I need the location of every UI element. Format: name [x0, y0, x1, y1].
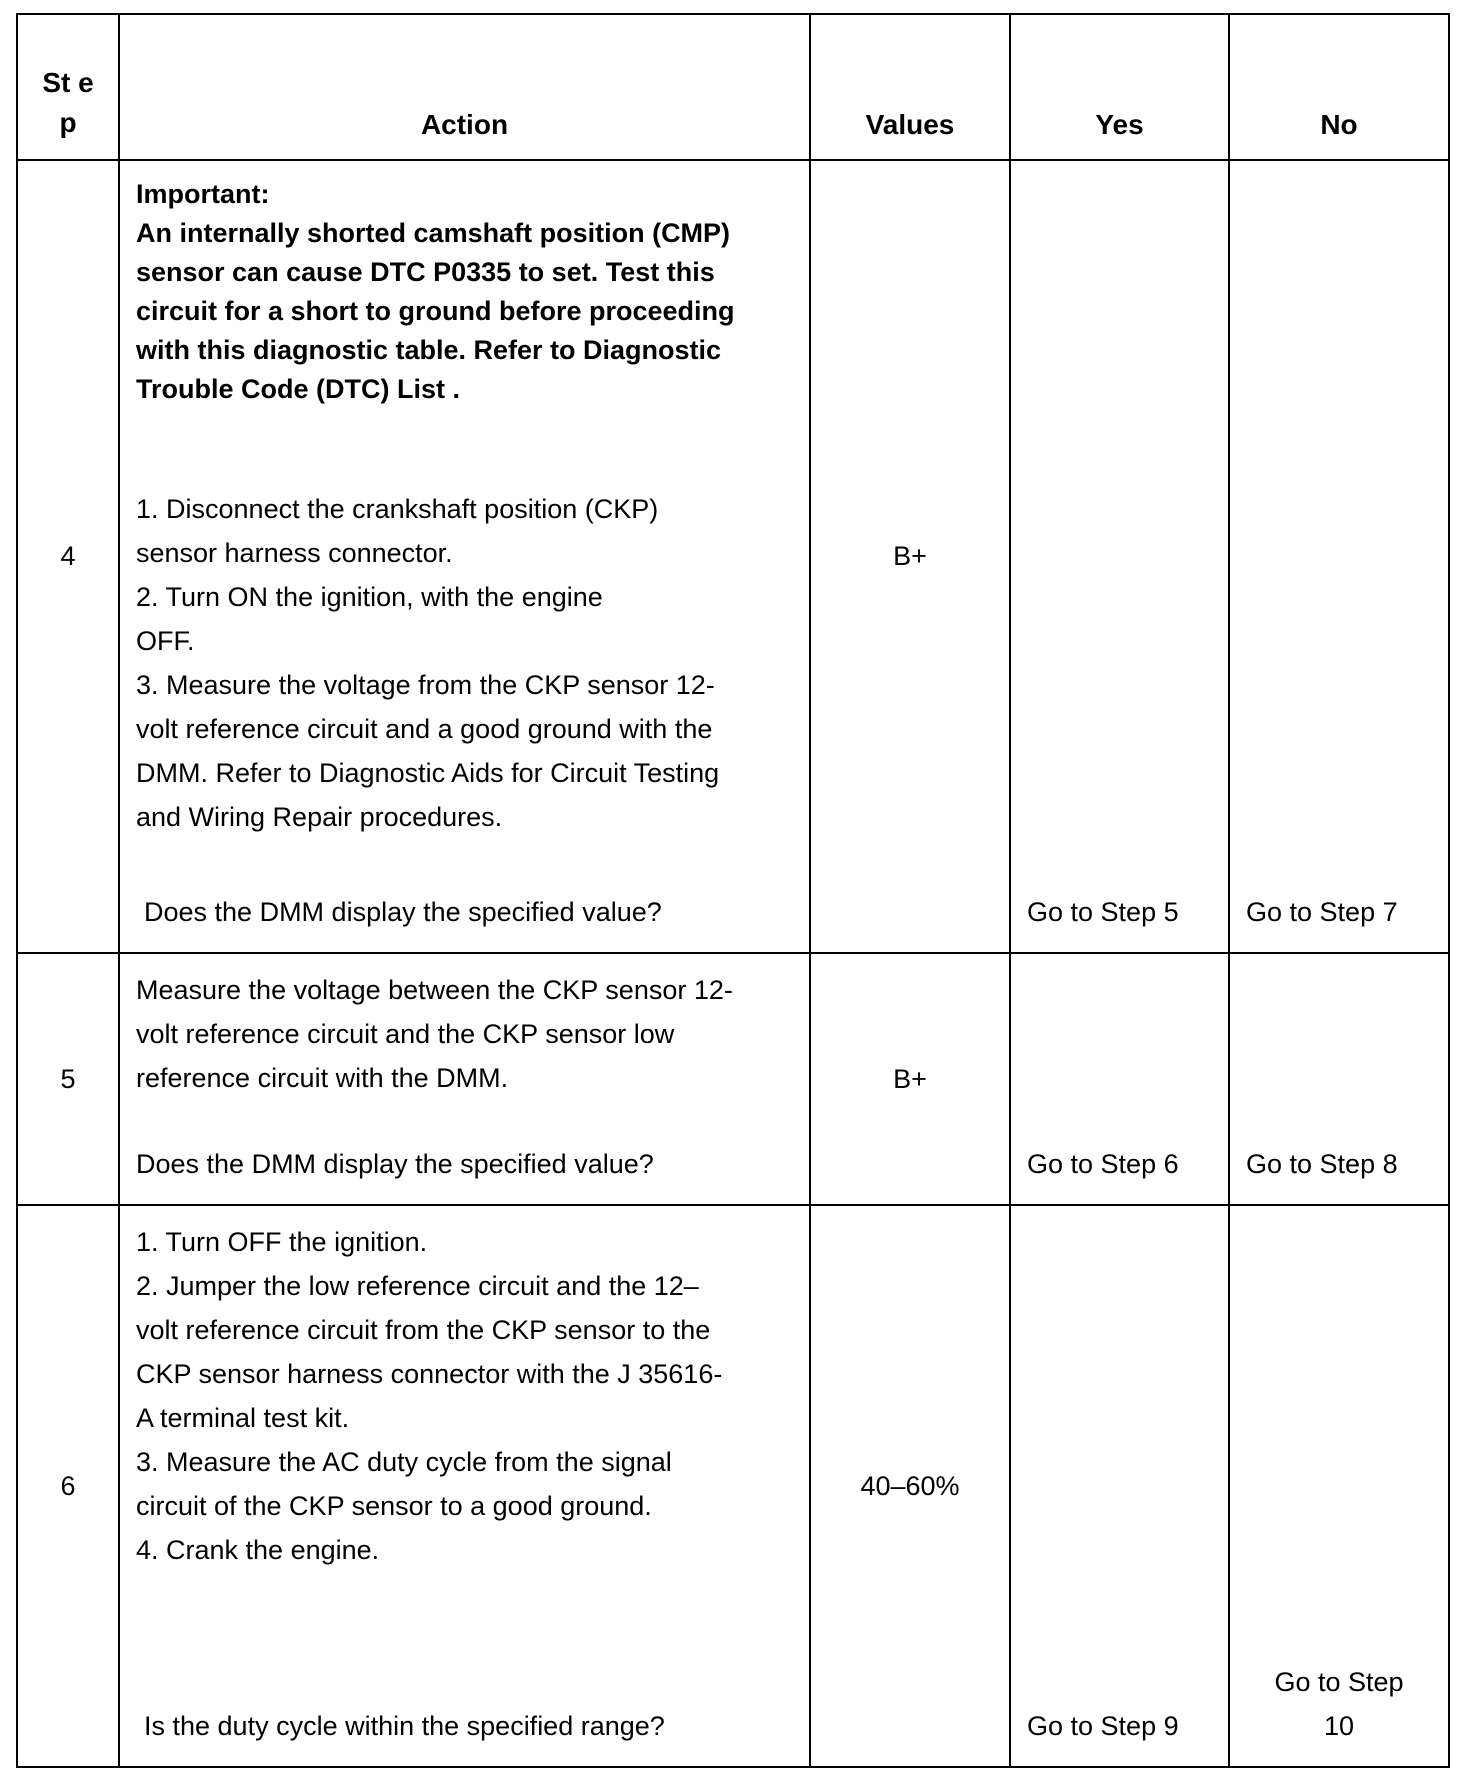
yes-link: Go to Step 5 — [1027, 897, 1179, 927]
question-text: Is the duty cycle within the specified range? — [144, 1711, 665, 1741]
step-number: 6 — [17, 1205, 119, 1767]
question-text: Does the DMM display the specified value? — [136, 1149, 654, 1179]
no-cell — [1229, 1205, 1449, 1767]
important-heading: Important: — [136, 179, 270, 209]
no-link: Go to Step 7 — [1246, 897, 1398, 927]
yes-cell — [1010, 1205, 1229, 1767]
value-cell: B+ — [810, 953, 1010, 1205]
no-link: Go to Step 8 — [1246, 1149, 1398, 1179]
procedure-step: 2. Turn ON the ignition, with the engine OFF. — [136, 582, 603, 656]
table-row — [17, 160, 1449, 953]
header-step: St ep — [17, 14, 119, 160]
procedure-steps — [136, 1220, 736, 1572]
table-row — [17, 1205, 1449, 1767]
value-cell: 40–60% — [810, 1205, 1010, 1767]
header-values: Values — [810, 14, 1010, 160]
procedure-step: 4. Crank the engine. — [136, 1535, 380, 1565]
important-note — [136, 175, 793, 409]
table-row — [17, 953, 1449, 1205]
header-action: Action — [119, 14, 810, 160]
procedure-step: 1. Disconnect the crankshaft position (CKP) sensor harness connector. — [136, 494, 659, 568]
yes-link: Go to Step 6 — [1027, 1149, 1179, 1179]
action-text: Measure the voltage between the CKP sensor 12-volt reference circuit and the CKP sensor low reference circuit with the DMM. — [136, 975, 733, 1093]
yes-link: Go to Step 9 — [1027, 1711, 1179, 1741]
procedure-step: 1. Turn OFF the ignition. — [136, 1227, 428, 1257]
important-text: An internally shorted camshaft position (CMP) sensor can cause DTC P0335 to set. Test this circuit for a short to ground before proceeding with this diagnostic table. Refer to Diagnostic Trouble Code (DTC) List . — [136, 218, 735, 404]
procedure-step: 3. Measure the voltage from the CKP sensor 12-volt reference circuit and a good ground with the DMM. Refer to Diagnostic Aids for Circuit Testing and Wiring Repair procedures. — [136, 670, 720, 832]
action-cell — [119, 160, 810, 953]
step-number: 4 — [17, 160, 119, 953]
value-cell: B+ — [810, 160, 1010, 953]
header-no: No — [1229, 14, 1449, 160]
action-cell — [119, 953, 810, 1205]
header-yes: Yes — [1010, 14, 1229, 160]
procedure-steps — [136, 487, 736, 839]
procedure-step: 2. Jumper the low reference circuit and the 12–volt reference circuit from the CKP sensor to the CKP sensor harness connector with the J 35616-A terminal test kit. — [136, 1271, 723, 1433]
yes-cell — [1010, 160, 1229, 953]
no-link: Go to Step 10 — [1274, 1667, 1404, 1741]
step-number: 5 — [17, 953, 119, 1205]
yes-cell — [1010, 953, 1229, 1205]
no-cell — [1229, 953, 1449, 1205]
action-cell — [119, 1205, 810, 1767]
procedure-step: 3. Measure the AC duty cycle from the signal circuit of the CKP sensor to a good ground. — [136, 1447, 672, 1521]
header-row — [17, 14, 1449, 160]
diagnostic-table — [16, 13, 1450, 1768]
no-cell — [1229, 160, 1449, 953]
question-text: Does the DMM display the specified value? — [144, 897, 662, 927]
